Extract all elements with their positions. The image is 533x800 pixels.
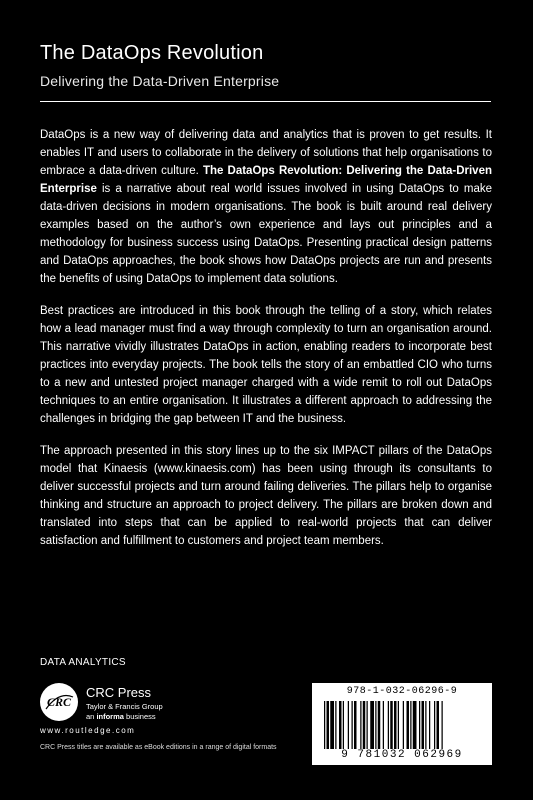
barcode-bar [378,701,381,749]
blurb-paragraph-2: Best practices are introduced in this book through the telling of a story, which relates how a lead manager must find a way through complexity to turn an organisation around. This narrative vividly illustrates DataOps in action, enabling readers to incorporate best practices into everyday projects. The book tells the story of an embattled CIO who turns to a new and untested project manager charged with a wide remit to roll out DataOps techniques to an entire organisation. It illustrates a different approach to addressing the challenges in bridging the gap between IT and the business. [40,305,492,425]
barcode-bar [354,701,357,749]
publisher-url[interactable]: www.routledge.com [40,726,136,735]
blurb-paragraph-3: The approach presented in this story lines up to the six IMPACT pillars of the DataOps model that Kinaesis (www.kinaesis.com) has been using through its consultants to deliver successful projects and turn around failing deliveries. The pillars help to organise thinking and structure an approach to project delivery. The pillars are broken down and translated into steps that can be applied to real-world projects that can deliver satisfaction and fulfillment to customers and project team members. [40,445,492,547]
barcode-bar [419,701,420,749]
barcode-bar [422,701,425,749]
publisher-block [86,685,163,722]
barcode-bar [375,701,376,749]
barcode-panel [312,683,492,765]
blurb [40,126,492,564]
barcode-bar [348,701,349,749]
barcode-bar [335,701,336,749]
publisher-informa-line: an informa business [86,712,156,721]
barcode-bar [360,701,361,749]
barcode-icon [324,701,480,749]
subject-category: DATA ANALYTICS [40,657,126,668]
barcode-bar [367,701,368,749]
book-title: The DataOps Revolution [40,42,264,64]
crc-logo-icon [40,683,78,721]
barcode-bar [398,701,399,749]
barcode-bar [407,701,410,749]
barcode-bar [327,701,330,749]
barcode-bar [363,701,366,749]
barcode-bar [442,701,443,749]
barcode-bar [330,701,334,749]
publisher-name: CRC Press [86,685,152,700]
blurb-book-title: The DataOps Revolution: Delivering the Data-Driven Enterprise [40,165,492,195]
barcode-bar [434,701,435,749]
barcode-bar [388,701,389,749]
barcode-bar [324,701,325,749]
barcode-bar [425,701,426,749]
barcode-bar [410,701,411,749]
barcode-bar [429,701,430,749]
barcode-bar [390,701,393,749]
barcode-bar [394,701,397,749]
barcode-bar [383,701,384,749]
barcode-bar [437,701,440,749]
blurb-paragraph-1: DataOps is a new way of delivering data and analytics that is proven to get results. It enables IT and users to collaborate in the delivery of solutions that help organisations to embrace a data-driven culture. The DataOps Revolution: Delivering the Data-Driven Enterprise is a narrative about real world issues involved in using DataOps to make data-driven decisions in modern organisations. The book is built around real delivery examples based on the author’s own experience and lays out principles and a methodology for business success using DataOps. Presenting practical design patterns and DataOps approaches, the book shows how DataOps projects are run and presents the benefits of using DataOps to implement data solutions. [40,129,492,285]
title-divider [40,101,491,102]
barcode-bar [413,701,417,749]
book-subtitle: Delivering the Data-Driven Enterprise [40,73,280,89]
barcode-bar [370,701,374,749]
barcode-bar [343,701,344,749]
barcode-bar [352,701,353,749]
isbn-label: 978-1-032-06296-9 [346,686,458,697]
ebook-note: CRC Press titles are available as eBook editions in a range of digital formats [40,744,277,751]
publisher-group: Taylor & Francis Group [86,702,163,711]
barcode-bar [403,701,404,749]
isbn-digits: 9 781032 062969 [341,749,463,761]
logo-text: CRC [46,695,72,709]
barcode-bar [339,701,342,749]
